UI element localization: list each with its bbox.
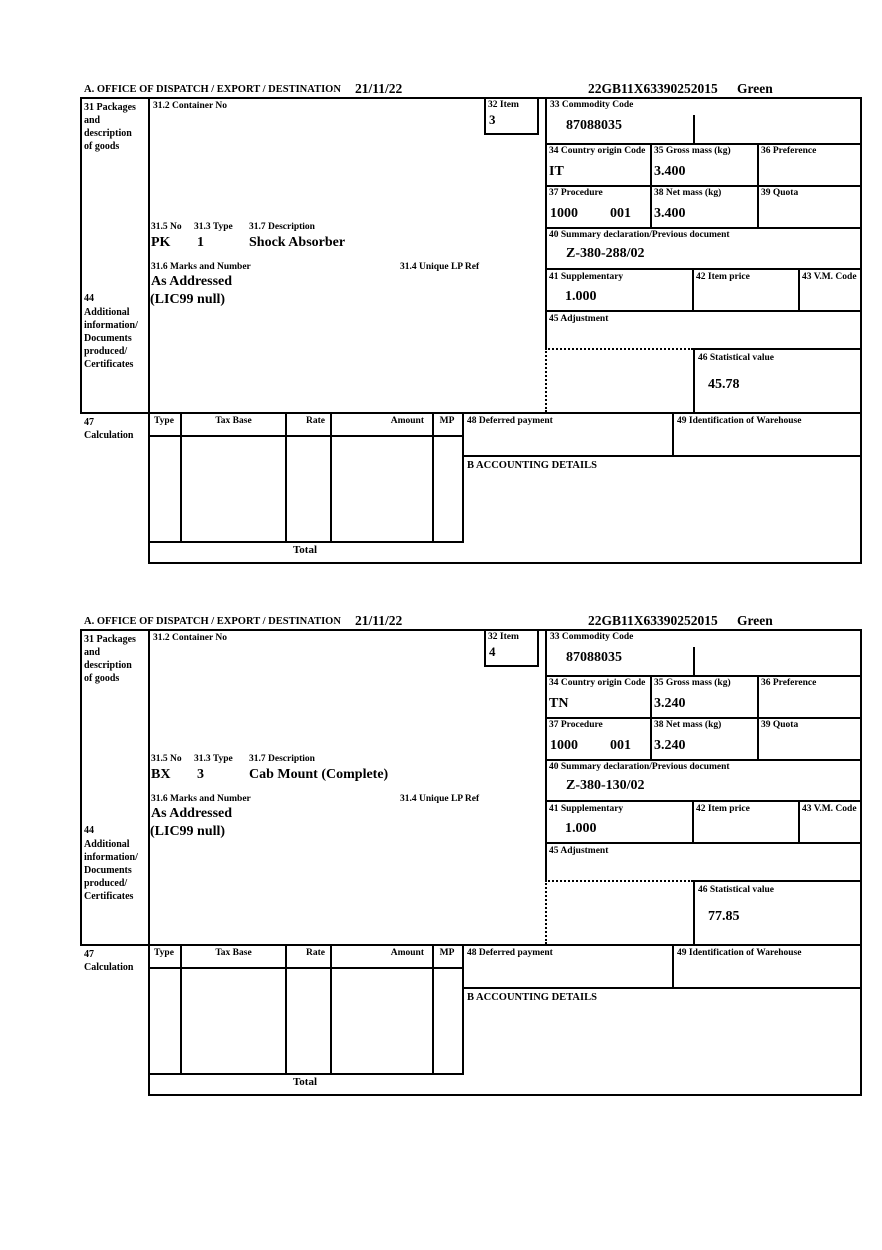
box44-label: Documents [84,865,132,876]
box47-label: Calculation [84,962,134,973]
divider [180,944,182,1073]
item-price-label: 42 Item price [696,804,750,814]
declaration-item-block [80,80,864,570]
calc-header-mp: MP [439,416,455,426]
divider [285,944,287,1073]
divider [545,842,862,844]
divider [148,629,150,1096]
box31-label: of goods [84,141,120,152]
packages-type-value: 1 [197,235,204,250]
divider [285,412,287,541]
commodity-code-value: 87088035 [566,118,622,133]
country-origin-value: TN [549,696,569,711]
box44-label: produced/ [84,878,128,889]
country-origin-value: IT [549,164,564,179]
divider [148,1073,464,1075]
mrn-number: 22GB11X63390252015 [588,81,718,96]
divider [693,348,862,350]
accounting-details-label: B ACCOUNTING DETAILS [467,992,597,1003]
net-mass-value: 3.400 [654,206,686,221]
divider [462,455,862,457]
divider [545,675,862,677]
previous-document-label: 40 Summary declaration/Previous document [549,230,730,240]
packages-type-value: 3 [197,767,204,782]
divider [860,97,862,564]
divider [148,97,150,564]
packages-type-label: 31.3 Type [194,222,233,232]
gross-mass-value: 3.400 [654,164,686,179]
box44-label: 44 [84,293,94,304]
adjustment-label: 45 Adjustment [549,314,609,324]
unique-lp-ref-label: 31.4 Unique LP Ref [400,794,480,804]
box44-label: Additional [84,307,130,318]
divider [545,717,862,719]
item-number-value: 4 [489,644,496,659]
procedure-label: 37 Procedure [549,188,603,198]
warehouse-id-label: 49 Identification of Warehouse [677,948,802,958]
divider [80,944,862,946]
net-mass-label: 38 Net mass (kg) [654,720,722,730]
goods-description-value: Cab Mount (Complete) [249,767,389,782]
net-mass-label: 38 Net mass (kg) [654,188,722,198]
supplementary-label: 41 Supplementary [549,272,624,282]
divider [330,944,332,1073]
marks-value: As Addressed [151,274,233,289]
statistical-value: 77.85 [708,909,740,924]
container-no-label: 31.2 Container No [153,633,227,643]
procedure-code-value: 1000 [550,206,578,221]
divider [693,880,862,882]
country-origin-label: 34 Country origin Code [549,146,646,156]
previous-document-value: Z-380-288/02 [566,246,645,261]
procedure-suffix-value: 001 [610,206,631,221]
mrn-number: 22GB11X63390252015 [588,613,718,628]
routing-status: Green [737,81,773,96]
divider [692,268,694,310]
dotted-divider [545,880,693,882]
divider [650,675,652,759]
box44-label: Documents [84,333,132,344]
statistical-value-label: 46 Statistical value [698,885,774,895]
dotted-divider [545,880,547,944]
box44-label: Certificates [84,359,134,370]
divider [80,412,862,414]
marks-and-number-label: 31.6 Marks and Number [151,794,251,804]
divider [545,227,862,229]
office-of-dispatch-label: A. OFFICE OF DISPATCH / EXPORT / DESTINATION [84,616,341,627]
commodity-code-value: 87088035 [566,650,622,665]
previous-document-value: Z-380-130/02 [566,778,645,793]
total-label: Total [292,544,318,556]
adjustment-label: 45 Adjustment [549,846,609,856]
calc-header-amount: Amount [390,416,424,426]
procedure-label: 37 Procedure [549,720,603,730]
total-label: Total [292,1076,318,1088]
office-of-dispatch-label: A. OFFICE OF DISPATCH / EXPORT / DESTINATION [84,84,341,95]
box31-label: 31 Packages [84,634,136,645]
commodity-code-divider [693,115,695,143]
divider [80,629,82,946]
marks-and-number-label: 31.6 Marks and Number [151,262,251,272]
divider [432,944,434,1073]
box44-label: Certificates [84,891,134,902]
calc-header-type: Type [154,416,174,426]
packages-type-label: 31.3 Type [194,754,233,764]
item-number-value: 3 [489,112,496,127]
box31-label: description [84,660,132,671]
calc-header-tax-base: Tax Base [215,948,252,958]
divider [80,629,862,631]
quota-label: 39 Quota [761,188,799,198]
calc-header-tax-base: Tax Base [215,416,252,426]
vm-code-label: 43 V.M. Code [802,804,857,814]
accounting-details-label: B ACCOUNTING DETAILS [467,460,597,471]
description-label: 31.7 Description [249,222,315,232]
dotted-divider [545,348,693,350]
dotted-divider [545,348,547,412]
box47-label: Calculation [84,430,134,441]
item-label: 32 Item [488,100,519,110]
divider [462,944,464,1073]
divider [757,143,759,227]
divider [462,412,464,541]
preference-label: 36 Preference [761,678,817,688]
divider [148,541,464,543]
calc-header-type: Type [154,948,174,958]
divider [432,412,434,541]
divider [148,1094,862,1096]
divider [80,97,862,99]
country-origin-label: 34 Country origin Code [549,678,646,688]
procedure-suffix-value: 001 [610,738,631,753]
divider [545,310,862,312]
divider [545,268,862,270]
divider [545,185,862,187]
calc-header-amount: Amount [390,948,424,958]
routing-status: Green [737,613,773,628]
packages-no-label: 31.5 No [151,754,182,764]
item-label: 32 Item [488,632,519,642]
supplementary-value: 1.000 [565,821,597,836]
divider [672,412,674,457]
gross-mass-value: 3.240 [654,696,686,711]
divider [757,675,759,759]
divider [330,412,332,541]
commodity-code-label: 33 Commodity Code [550,632,634,642]
goods-description-value: Shock Absorber [249,235,346,250]
declaration-item-block [80,612,864,1102]
preference-label: 36 Preference [761,146,817,156]
box44-label: information/ [84,320,138,331]
deferred-payment-label: 48 Deferred payment [467,948,553,958]
supplementary-value: 1.000 [565,289,597,304]
net-mass-value: 3.240 [654,738,686,753]
additional-info-value: (LIC99 null) [150,292,226,307]
procedure-code-value: 1000 [550,738,578,753]
box31-label: and [84,115,101,126]
unique-lp-ref-label: 31.4 Unique LP Ref [400,262,480,272]
packages-no-label: 31.5 No [151,222,182,232]
divider [148,562,862,564]
gross-mass-label: 35 Gross mass (kg) [654,678,731,688]
box47-label: 47 [84,417,94,428]
divider [148,967,464,969]
statistical-value-label: 46 Statistical value [698,353,774,363]
supplementary-label: 41 Supplementary [549,804,624,814]
commodity-code-label: 33 Commodity Code [550,100,634,110]
box47-label: 47 [84,949,94,960]
divider [545,800,862,802]
container-no-label: 31.2 Container No [153,101,227,111]
divider [180,412,182,541]
packages-no-value: PK [151,235,171,250]
divider [545,143,862,145]
packages-no-value: BX [151,767,171,782]
calc-header-mp: MP [439,948,455,958]
divider [860,629,862,1096]
box44-label: information/ [84,852,138,863]
divider [798,800,800,842]
calc-header-rate: Rate [306,416,325,426]
divider [650,143,652,227]
statistical-value: 45.78 [708,377,740,392]
marks-value: As Addressed [151,806,233,821]
declaration-date: 21/11/22 [355,613,403,628]
divider [693,348,695,412]
gross-mass-label: 35 Gross mass (kg) [654,146,731,156]
commodity-code-divider [693,647,695,675]
quota-label: 39 Quota [761,720,799,730]
divider [462,987,862,989]
divider [148,435,464,437]
box31-label: and [84,647,101,658]
box44-label: produced/ [84,346,128,357]
declaration-date: 21/11/22 [355,81,403,96]
divider [798,268,800,310]
box31-label: 31 Packages [84,102,136,113]
warehouse-id-label: 49 Identification of Warehouse [677,416,802,426]
divider [692,800,694,842]
divider [545,759,862,761]
divider [80,97,82,414]
deferred-payment-label: 48 Deferred payment [467,416,553,426]
divider [693,880,695,944]
description-label: 31.7 Description [249,754,315,764]
additional-info-value: (LIC99 null) [150,824,226,839]
box44-label: 44 [84,825,94,836]
divider [672,944,674,989]
box31-label: description [84,128,132,139]
item-price-label: 42 Item price [696,272,750,282]
calc-header-rate: Rate [306,948,325,958]
previous-document-label: 40 Summary declaration/Previous document [549,762,730,772]
box31-label: of goods [84,673,120,684]
vm-code-label: 43 V.M. Code [802,272,857,282]
box44-label: Additional [84,839,130,850]
